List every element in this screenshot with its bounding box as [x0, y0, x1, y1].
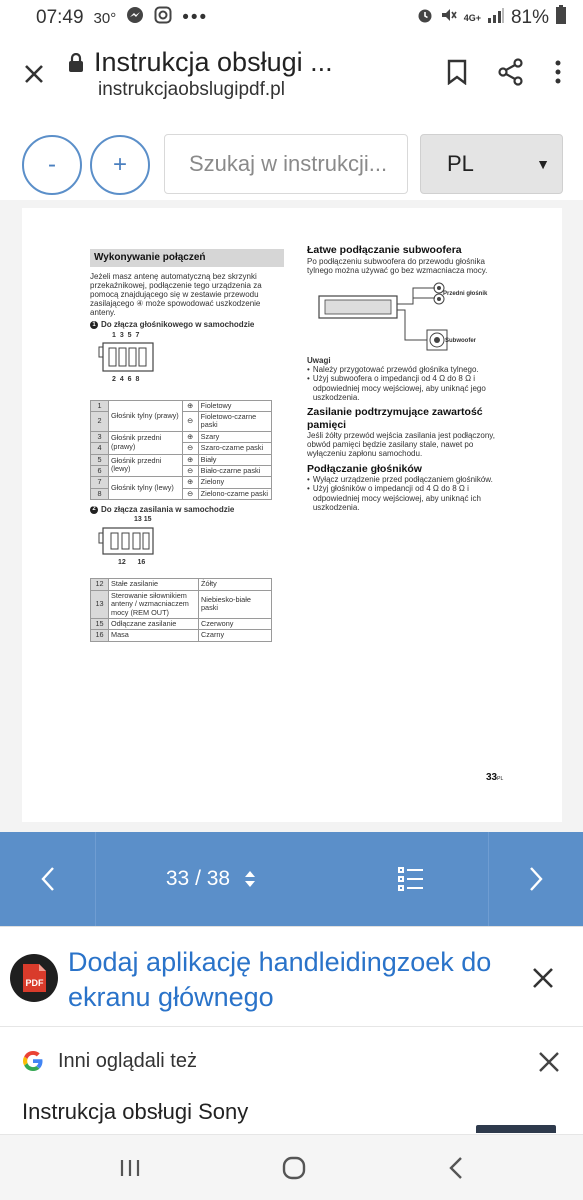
- next-page-button[interactable]: [488, 832, 583, 926]
- home-button[interactable]: [278, 1153, 310, 1183]
- chevron-left-icon: [41, 866, 55, 892]
- add-to-home-text[interactable]: Dodaj aplikację handleidingzoek do ekranu głównego: [68, 947, 492, 1013]
- more-notifications-icon: •••: [182, 7, 209, 28]
- chevron-right-icon: [529, 866, 543, 892]
- connector2-top-pins: 13 15: [134, 516, 152, 524]
- notes-title: Uwagi: [307, 355, 331, 365]
- step-number: 1: [90, 321, 98, 329]
- bookmark-button[interactable]: [447, 59, 467, 90]
- close-icon: [528, 963, 558, 993]
- subheading-power-connector: 2 Do złącza zasilania w samochodzie: [90, 505, 284, 514]
- pdf-app-icon: [10, 954, 58, 1002]
- page-navigation: [0, 832, 583, 926]
- note-item: • Wyłącz urządzenie przed podłączaniem głośników.: [307, 475, 493, 485]
- messenger-icon: [126, 6, 144, 30]
- note-item: • Należy przygotować przewód głośnika tylnego.: [307, 365, 479, 375]
- lock-icon: [68, 53, 84, 73]
- note-item: • Użyj głośników o impedancji od 4 Ω do 8 Ω i odpowiedniej mocy wejściowej, aby uniknąć ich uszkodzenia.: [307, 484, 481, 512]
- table-row: 13 Sterowanie siłownikiem anteny / wzmacniaczem mocy (REM OUT) Niebiesko-białe paski: [91, 590, 272, 618]
- also-viewed-item[interactable]: Instrukcja obsługi Sony: [22, 1099, 249, 1124]
- home-icon: [281, 1156, 307, 1180]
- table-row: 3 Głośnik przedni (prawy) ⊕ Szary: [91, 431, 272, 442]
- subwoofer-paragraph: Po podłączeniu subwoofera do przewodu głośnika tylnego można używać go bez wzmacniacza mocy.: [307, 256, 488, 275]
- step-number: 2: [90, 506, 98, 514]
- signal-icon: [487, 7, 505, 29]
- subheading-speaker-connector: 1 Do złącza głośnikowego w samochodzie: [90, 320, 284, 329]
- also-viewed-close-button[interactable]: [536, 1049, 562, 1075]
- caret-down-icon: ▼: [536, 156, 550, 172]
- right-column: [307, 244, 507, 512]
- battery-icon: [555, 5, 567, 31]
- menu-button[interactable]: [555, 60, 561, 89]
- status-temperature: 30°: [93, 9, 117, 27]
- power-wire-table: [90, 578, 272, 641]
- share-icon: [497, 58, 525, 86]
- also-viewed-panel: [0, 1026, 583, 1128]
- speaker-wire-table: [90, 400, 272, 501]
- page-title: Instrukcja obsługi ...: [94, 47, 333, 77]
- table-row: 5 Głośnik przedni (lewy) ⊕ Biały: [91, 454, 272, 465]
- power-connector-diagram: [90, 514, 284, 572]
- connector-shape: [98, 341, 158, 375]
- language-select[interactable]: [420, 134, 563, 194]
- zoom-in-button[interactable]: +: [90, 135, 150, 195]
- speakers-heading: Podłączanie głośników: [307, 462, 422, 475]
- table-row: 8 ⊖ Zielono-czarne paski: [91, 488, 272, 499]
- front-speaker-label: Przedni głośnik: [443, 290, 488, 297]
- search-placeholder: Szukaj w instrukcji...: [189, 151, 388, 176]
- note-item: • Użyj subwoofera o impedancji od 4 Ω do 8 Ω i odpowiedniej mocy wejściowej, aby uniknąć jego uszkodzenia.: [307, 374, 486, 402]
- intro-paragraph: Jeżeli masz antenę automatyczną bez skrzynki przekaźnikowej, podłączenie tego urządzenia za pomocą znajdującego się w zestawie przewodu zasilającego ④ może spowodować uszkodzenie anteny.: [90, 271, 262, 318]
- subwoofer-heading: Łatwe podłączanie subwoofera: [307, 244, 462, 256]
- status-time: 07:49: [36, 7, 84, 28]
- connector2-shape: [98, 525, 158, 557]
- instagram-icon: [154, 6, 172, 30]
- table-row: 15 Odłączane zasilanie Czerwony: [91, 618, 272, 629]
- close-icon: [23, 63, 45, 85]
- back-icon: [449, 1156, 463, 1180]
- recent-apps-button[interactable]: [114, 1153, 146, 1183]
- subwoofer-label: Subwoofer: [445, 337, 476, 344]
- page-number: 33PL: [486, 772, 504, 783]
- system-navigation-bar: [0, 1134, 583, 1200]
- table-row: 4 ⊖ Szaro-czarne paski: [91, 443, 272, 454]
- previous-page-button[interactable]: [0, 832, 96, 926]
- google-icon: [22, 1050, 44, 1072]
- mute-icon: [440, 6, 458, 30]
- also-viewed-thumbnail[interactable]: [476, 1125, 556, 1133]
- more-vert-icon: [555, 60, 561, 84]
- list-icon: [398, 867, 424, 891]
- battery-level: 81%: [510, 7, 549, 28]
- close-tab-button[interactable]: [0, 63, 68, 85]
- banner-close-button[interactable]: [528, 963, 558, 993]
- table-row: 7 Głośnik tylny (lewy) ⊕ Zielony: [91, 477, 272, 488]
- table-row: 6 ⊖ Biało-czarne paski: [91, 465, 272, 476]
- connector2-bottom-pins: 12 16: [118, 559, 146, 567]
- table-of-contents-button[interactable]: [362, 832, 460, 926]
- also-viewed-label: Inni oglądali też: [58, 1050, 197, 1072]
- page-indicator: 33 / 38: [165, 867, 231, 890]
- document-page: [22, 208, 562, 822]
- alarm-icon: [416, 6, 434, 30]
- share-button[interactable]: [497, 58, 525, 91]
- close-icon: [536, 1049, 562, 1075]
- table-row: 1 Głośnik tylny (prawy) ⊕ Fioletowy: [91, 400, 272, 411]
- recent-apps-icon: [119, 1158, 141, 1178]
- connector-bottom-pins: 2 4 6 8: [112, 375, 141, 383]
- speaker-connector-diagram: [90, 332, 284, 392]
- zoom-out-button[interactable]: -: [22, 135, 82, 195]
- memory-paragraph: Jeśli żółty przewód wejścia zasilania jest podłączony, obwód pamięci będzie zasilany stale, nawet po wyłączeniu zapłonu samochodu.: [307, 431, 495, 459]
- network-type: 4G+: [463, 13, 481, 23]
- table-row: 16 Masa Czarny: [91, 630, 272, 641]
- language-value: PL: [447, 151, 474, 176]
- url-block[interactable]: [68, 47, 447, 101]
- left-column: [90, 249, 284, 642]
- document-viewer[interactable]: [0, 200, 583, 833]
- memory-heading: Zasilanie podtrzymujące zawartość pamięci: [307, 405, 483, 431]
- page-url: instrukcjaobslugipdf.pl: [98, 79, 285, 100]
- page-selector[interactable]: [96, 832, 326, 926]
- connector-top-pins: 1 3 5 7: [112, 331, 141, 339]
- table-row: 12 Stałe zasilanie Żółty: [91, 579, 272, 590]
- search-input[interactable]: [164, 134, 408, 194]
- browser-toolbar: [0, 36, 583, 112]
- table-row: 2 ⊖ Fioletowo-czarne paski: [91, 412, 272, 432]
- section-heading-connections: Wykonywanie połączeń: [90, 249, 284, 267]
- status-bar: [0, 0, 583, 36]
- subwoofer-diagram: [307, 278, 507, 354]
- back-button[interactable]: [440, 1153, 472, 1183]
- sort-arrows-icon: [244, 870, 256, 888]
- add-to-home-banner[interactable]: [0, 926, 583, 1026]
- bookmark-icon: [447, 59, 467, 85]
- svg-text:PDF: PDF: [25, 978, 44, 988]
- viewer-toolbar: [0, 120, 583, 210]
